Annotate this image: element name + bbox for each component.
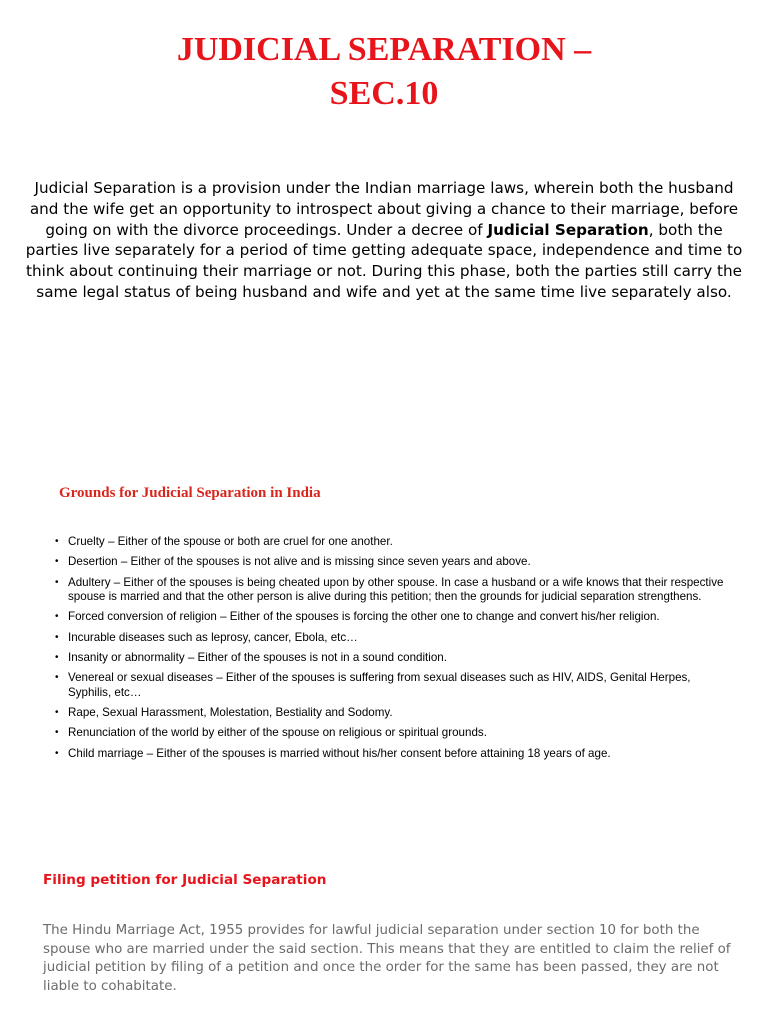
list-item-text: Insanity or abnormality – Either of the spouses is not in a sound condition. xyxy=(68,651,447,664)
filing-paragraph: The Hindu Marriage Act, 1955 provides for lawful judicial separation under section 10 for both the spouse who are married under the said section. This means that they are entitled to claim the relief of judicial petition by filing of a petition and once the order for the same has been passed, they are not liable to cohabitate. xyxy=(43,923,731,994)
list-item-text: Forced conversion of religion – Either of the spouses is forcing the other one to change and convert his/her religion. xyxy=(68,610,660,624)
bullet-icon: • xyxy=(55,556,59,568)
list-item xyxy=(55,747,735,762)
bullet-icon: • xyxy=(55,631,59,643)
list-item xyxy=(55,535,735,550)
bullet-icon: • xyxy=(55,707,59,719)
list-item-text: Renunciation of the world by either of the spouse on religious or spiritual grounds. xyxy=(68,726,487,740)
list-item xyxy=(55,671,735,700)
page-title-line-1: JUDICIAL SEPARATION – xyxy=(176,31,592,68)
list-item xyxy=(55,631,735,646)
intro-text-part-2: , both the parties live separately for a period of time getting adequate space, independence and time to think about continuing their marriage or not. During this phase, both the parties still carry the same legal status of being husband and wife and yet at the same time live separately also. xyxy=(25,220,743,301)
bullet-icon: • xyxy=(55,536,59,547)
grounds-list xyxy=(55,535,735,767)
intro-bold-term: Judicial Separation xyxy=(487,220,649,239)
list-item-text: Child marriage – Either of the spouses is married without his/her consent before attaining 18 years of age. xyxy=(68,746,611,760)
list-item xyxy=(55,651,735,666)
list-item xyxy=(55,576,735,605)
list-item xyxy=(55,726,735,741)
bullet-icon: • xyxy=(55,576,59,588)
bullet-icon: • xyxy=(55,747,59,759)
list-item-text: Cruelty – Either of the spouse or both are cruel for one another. xyxy=(68,535,393,548)
grounds-heading: Grounds for Judicial Separation in India xyxy=(59,485,321,501)
list-item-text: Desertion – Either of the spouses is not alive and is missing since seven years and above. xyxy=(68,555,531,569)
bullet-icon: • xyxy=(55,672,59,684)
list-item-text: Adultery – Either of the spouses is being cheated upon by other spouse. In case a husband or a wife knows that their respective spouse is married and that the other person is alive during this petition; then the grounds for judicial separation strengthens. xyxy=(68,575,724,604)
intro-paragraph xyxy=(22,178,746,303)
list-item-text: Venereal or sexual diseases – Either of the spouses is suffering from sexual diseases such as HIV, AIDS, Genital Herpes, Syphilis, etc… xyxy=(68,671,691,699)
bullet-icon: • xyxy=(55,727,59,739)
list-item xyxy=(55,610,735,625)
bullet-icon: • xyxy=(55,652,59,663)
page-title-line-2: SEC.10 xyxy=(329,75,439,112)
intro-text-part-1: Judicial Separation is a provision under the Indian marriage laws, wherein both the husband and the wife get an opportunity to introspect about giving a chance to their marriage, before going on with the divorce proceedings. Under a decree of xyxy=(29,179,739,239)
list-item-text: Incurable diseases such as leprosy, cancer, Ebola, etc… xyxy=(68,630,358,644)
list-item-text: Rape, Sexual Harassment, Molestation, Bestiality and Sodomy. xyxy=(68,706,393,720)
filing-heading: Filing petition for Judicial Separation xyxy=(43,872,327,888)
list-item xyxy=(55,555,735,570)
bullet-icon: • xyxy=(55,611,59,623)
list-item xyxy=(55,706,735,721)
